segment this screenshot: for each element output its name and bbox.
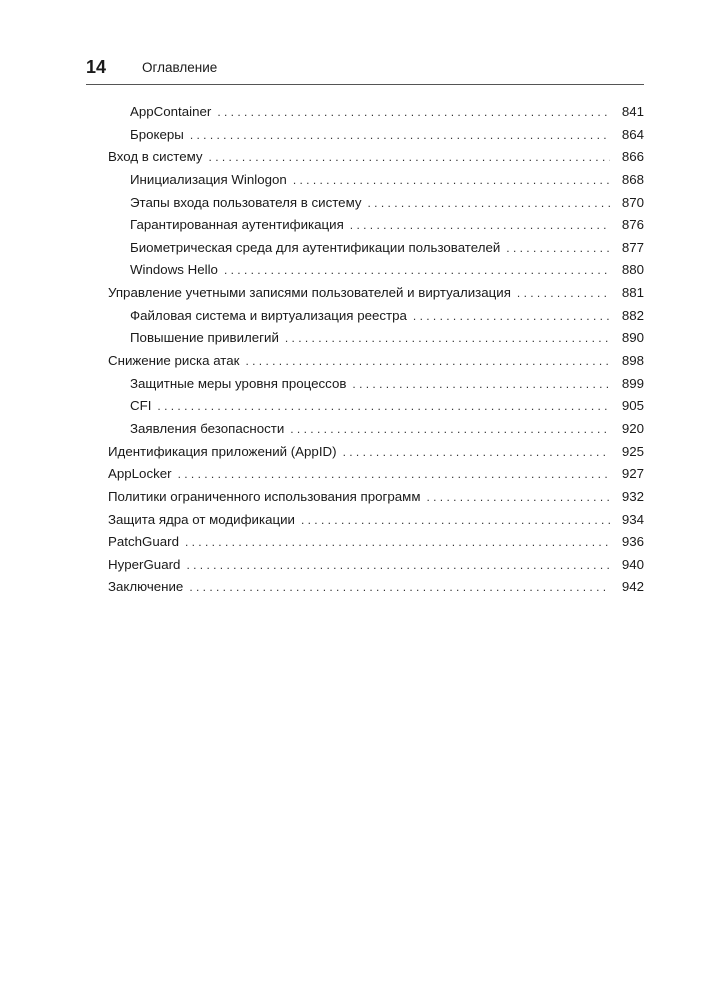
toc-entry[interactable]	[108, 531, 644, 554]
toc-entry-title: Гарантированная аутентификация	[130, 214, 350, 236]
toc-dot-leader	[506, 237, 610, 259]
toc-entry[interactable]	[108, 237, 644, 260]
toc-dot-leader	[185, 531, 610, 553]
toc-entry-title: Вход в систему	[108, 146, 209, 168]
toc-entry-page: 920	[610, 418, 644, 440]
toc-entry[interactable]	[108, 441, 644, 464]
toc-entry-title: Защита ядра от модификации	[108, 509, 301, 531]
toc-entry-page: 925	[610, 441, 644, 463]
toc-entry[interactable]	[108, 350, 644, 373]
toc-entry-page: 899	[610, 373, 644, 395]
toc-dot-leader	[189, 576, 610, 598]
toc-entry-title: Заявления безопасности	[130, 418, 290, 440]
toc-entry-page: 841	[610, 101, 644, 123]
toc-entry[interactable]	[108, 576, 644, 599]
toc-entry-title: Идентификация приложений (AppID)	[108, 441, 343, 463]
toc-entry[interactable]	[108, 146, 644, 169]
toc-entry[interactable]	[108, 259, 644, 282]
toc-entry-title: AppLocker	[108, 463, 178, 485]
toc-entry-page: 934	[610, 509, 644, 531]
toc-entry-page: 927	[610, 463, 644, 485]
toc-entry-page: 877	[610, 237, 644, 259]
toc-entry-title: Windows Hello	[130, 259, 224, 281]
toc-dot-leader	[517, 282, 610, 304]
toc-dot-leader	[413, 305, 610, 327]
toc-entry-title: PatchGuard	[108, 531, 185, 553]
toc-entry-title: Заключение	[108, 576, 189, 598]
toc-entry-title: HyperGuard	[108, 554, 186, 576]
toc-dot-leader	[426, 486, 610, 508]
toc-entry-page: 866	[610, 146, 644, 168]
toc-dot-leader	[245, 350, 610, 372]
toc-entry[interactable]	[108, 282, 644, 305]
toc-entry[interactable]	[108, 169, 644, 192]
toc-entry-page: 932	[610, 486, 644, 508]
toc-entry-title: Этапы входа пользователя в систему	[130, 192, 368, 214]
toc-entry[interactable]	[108, 124, 644, 147]
toc-dot-leader	[352, 373, 610, 395]
toc-entry-title: Защитные меры уровня процессов	[130, 373, 352, 395]
toc-entry-page: 864	[610, 124, 644, 146]
toc-entry-page: 868	[610, 169, 644, 191]
toc-entry-title: Файловая система и виртуализация реестра	[130, 305, 413, 327]
toc-entry-page: 880	[610, 259, 644, 281]
toc-dot-leader	[368, 192, 610, 214]
toc-entry-title: Снижение риска атак	[108, 350, 245, 372]
toc-entry-page: 942	[610, 576, 644, 598]
toc-entry-title: CFI	[130, 395, 157, 417]
toc-entry-page: 890	[610, 327, 644, 349]
toc-dot-leader	[290, 418, 610, 440]
toc-entry-title: Инициализация Winlogon	[130, 169, 293, 191]
toc-dot-leader	[186, 554, 610, 576]
toc-entry[interactable]	[108, 395, 644, 418]
toc-entry-page: 905	[610, 395, 644, 417]
toc-entry[interactable]	[108, 509, 644, 532]
toc-dot-leader	[224, 259, 610, 281]
toc-entry-title: Управление учетными записями пользователей и виртуализация	[108, 282, 517, 304]
toc-dot-leader	[217, 101, 610, 123]
toc-entry[interactable]	[108, 554, 644, 577]
toc-entry[interactable]	[108, 192, 644, 215]
toc-entry-page: 898	[610, 350, 644, 372]
toc-entry-page: 881	[610, 282, 644, 304]
toc-entry-page: 876	[610, 214, 644, 236]
page-header	[86, 56, 644, 85]
toc-entry[interactable]	[108, 101, 644, 124]
toc-entry-page: 936	[610, 531, 644, 553]
toc-entry[interactable]	[108, 214, 644, 237]
toc-entry-page: 940	[610, 554, 644, 576]
toc-entry-title: Брокеры	[130, 124, 190, 146]
toc-entry[interactable]	[108, 418, 644, 441]
toc-dot-leader	[209, 146, 610, 168]
toc-entry-title: Политики ограниченного использования программ	[108, 486, 426, 508]
toc-entry-page: 870	[610, 192, 644, 214]
toc-entry[interactable]	[108, 327, 644, 350]
toc-dot-leader	[301, 509, 610, 531]
toc-entry[interactable]	[108, 463, 644, 486]
toc-dot-leader	[178, 463, 610, 485]
table-of-contents	[108, 101, 644, 599]
running-title: Оглавление	[142, 60, 218, 75]
page-number: 14	[86, 57, 107, 77]
toc-entry-page: 882	[610, 305, 644, 327]
toc-dot-leader	[350, 214, 610, 236]
toc-dot-leader	[285, 327, 610, 349]
toc-entry[interactable]	[108, 305, 644, 328]
toc-dot-leader	[190, 124, 610, 146]
toc-entry[interactable]	[108, 373, 644, 396]
toc-dot-leader	[343, 441, 610, 463]
toc-dot-leader	[157, 395, 610, 417]
toc-entry[interactable]	[108, 486, 644, 509]
toc-entry-title: AppContainer	[130, 101, 217, 123]
toc-dot-leader	[293, 169, 610, 191]
toc-entry-title: Биометрическая среда для аутентификации пользователей	[130, 237, 506, 259]
toc-entry-title: Повышение привилегий	[130, 327, 285, 349]
